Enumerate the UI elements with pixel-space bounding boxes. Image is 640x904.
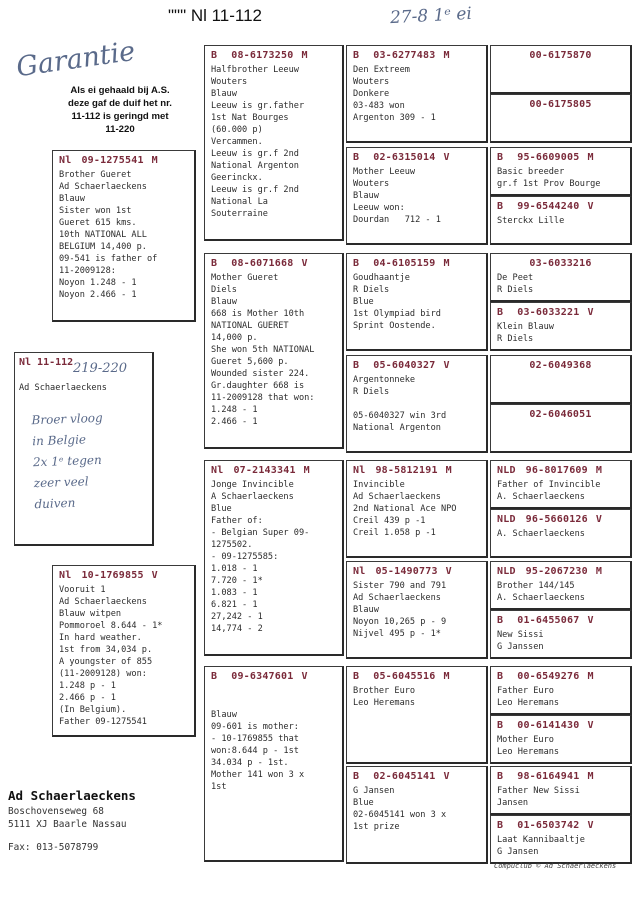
pedigree-box-ggg14 [490, 715, 632, 764]
info-line: Blauw [211, 297, 237, 307]
info-line: 2nd National Ace NPO [353, 504, 457, 514]
info-line: R Diels [497, 334, 534, 344]
info-line: 1st [211, 782, 227, 792]
ring-sex: V [587, 820, 594, 831]
ring-header [497, 671, 594, 682]
ring-number: 05-6045516 [373, 671, 436, 682]
ring-sex: M [301, 50, 308, 61]
ring-sex: V [595, 514, 603, 525]
ring-number: 02-6049368 [529, 360, 592, 371]
pedigree-box-ggg7 [490, 355, 632, 404]
ring-number: 03-6033221 [517, 307, 580, 318]
info-line: 1.248 - 1 [211, 405, 258, 415]
info-line: Blauw [353, 605, 379, 615]
ring-number: 10-1769855 [81, 570, 144, 581]
info-line: Invincible [353, 480, 405, 490]
ring-sex: V [443, 152, 450, 163]
ring-header [353, 465, 452, 476]
pedigree-box-ggg2 [490, 94, 632, 143]
info-line: Mother 141 won 3 x [211, 770, 305, 780]
info-line: Mother Gueret [211, 273, 279, 283]
ring-sex: M [303, 465, 310, 476]
ring-header [491, 409, 630, 420]
info-line: 02-6045141 won 3 x [353, 810, 447, 820]
egg-notice [52, 84, 188, 136]
info-line: Father Euro [497, 686, 554, 696]
ring-number: 08-6173250 [231, 50, 294, 61]
info-line: Basic breeder [497, 167, 565, 177]
ring-sex: M [595, 566, 603, 577]
info-line: Den Extreem [353, 65, 410, 75]
info-line: Leeuw is gr.f 2nd [211, 149, 299, 159]
pedigree-box-ggg16 [490, 815, 632, 864]
info-line: Donkere [353, 89, 390, 99]
info-line: Halfbrother Leeuw [211, 65, 299, 75]
ring-header [353, 258, 450, 269]
info-line: - Belgian Super 09- [211, 528, 310, 538]
info-line: Argenton 309 - 1 [353, 113, 436, 123]
ring-number: 01-6455067 [517, 615, 580, 626]
hand-note-line: zeer veel [33, 474, 89, 491]
pedigree-box-ggg15 [490, 766, 632, 815]
pedigree-box-g2 [204, 253, 344, 449]
info-line: 11-2009128 that won: [211, 393, 315, 403]
info-line: 1275502. [211, 540, 253, 550]
info-line: Father of: [211, 516, 263, 526]
info-line: 14,774 - 2 [211, 624, 263, 634]
notice-line: deze gaf de duif het nr. [68, 98, 172, 109]
info-line: Brother 144/145 [497, 581, 575, 591]
info-line: Blue [211, 504, 232, 514]
info-line: Ad Schaerlaeckens [353, 492, 441, 502]
info-line: Blauw [211, 710, 237, 720]
info-line: BELGIUM 14,400 p. [59, 242, 147, 252]
info-line: Ad Schaerlaeckens [353, 593, 441, 603]
ring-country: B [497, 671, 504, 682]
ring-header [353, 152, 450, 163]
pedigree-box-ggg11 [490, 561, 632, 610]
ring-sex: M [151, 155, 158, 166]
ring-country: Nl [353, 465, 366, 476]
pedigree-box-ggg12 [490, 610, 632, 659]
subject-ring: Nl 11-112 [19, 357, 74, 368]
pedigree-box-gg4 [346, 355, 488, 453]
info-line: Jonge Invincible [211, 480, 294, 490]
footer-name: Ad Schaerlaeckens [8, 788, 136, 803]
pedigree-box-ggg1 [490, 45, 632, 94]
ring-country: B [211, 258, 218, 269]
ring-header [497, 465, 602, 476]
info-line: National La [211, 197, 268, 207]
ring-number: 00-6175870 [529, 50, 592, 61]
footer-fax: Fax: 013-5078799 [8, 842, 99, 853]
info-line: R Diels [497, 285, 534, 295]
ring-country: B [497, 307, 504, 318]
ring-header [211, 671, 308, 682]
pedigree-box-gg3 [346, 253, 488, 351]
ring-header [497, 152, 594, 163]
info-line: Noyon 10,265 p - 9 [353, 617, 447, 627]
ring-sex: V [587, 201, 594, 212]
info-line: Father New Sissi [497, 786, 580, 796]
info-line: Leeuw won: [353, 203, 405, 213]
info-line: Father of Invincible [497, 480, 601, 490]
info-line: Wouters [211, 77, 248, 87]
info-line: - 10-1769855 that [211, 734, 299, 744]
info-line: NATIONAL GUERET [211, 321, 289, 331]
ring-country: NLD [497, 465, 516, 476]
ring-header [211, 258, 308, 269]
ring-sex: M [587, 671, 594, 682]
ring-country: Nl [353, 566, 366, 577]
ring-sex: V [151, 570, 158, 581]
ring-country: Nl [59, 155, 72, 166]
ring-header [353, 50, 450, 61]
ring-sex: M [595, 465, 603, 476]
ring-number: 07-2143341 [233, 465, 296, 476]
ring-header [497, 514, 602, 525]
info-line: Ad Schaerlaeckens [59, 597, 147, 607]
info-line: G Janssen [497, 642, 544, 652]
ring-header [497, 615, 594, 626]
info-line: Father 09-1275541 [59, 717, 147, 727]
ring-number: 96-8017609 [525, 465, 588, 476]
ring-number: 02-6315014 [373, 152, 436, 163]
ring-number: 03-6277483 [373, 50, 436, 61]
pedigree-box-gg8 [346, 766, 488, 864]
info-line: Blue [353, 297, 374, 307]
info-line: Laat Kannibaaltje [497, 835, 585, 845]
info-line: Nijvel 495 p - 1* [353, 629, 441, 639]
info-line: 1.018 - 1 [211, 564, 258, 574]
ring-number: 03-6033216 [529, 258, 592, 269]
ring-number: 00-6175805 [529, 99, 592, 110]
info-line: Dourdan 712 - 1 [353, 215, 441, 225]
hand-note-line: 2x 1ᵉ tegen [32, 452, 102, 470]
notice-line: 11-220 [105, 124, 135, 135]
pedigree-box-ggg13 [490, 666, 632, 715]
ring-number: 95-2067230 [525, 566, 588, 577]
ring-header [353, 566, 452, 577]
ring-country: B [497, 152, 504, 163]
ring-number: 05-6040327 [373, 360, 436, 371]
ring-number: 09-1275541 [81, 155, 144, 166]
info-line: In hard weather. [59, 633, 142, 643]
pedigree-box-gg5 [346, 460, 488, 558]
info-line: Blauw witpen [59, 609, 122, 619]
ring-country: B [497, 771, 504, 782]
ring-country: NLD [497, 514, 516, 525]
footer-address-city: 5111 XJ Baarle Nassau [8, 819, 127, 830]
info-line: Argentonneke [353, 375, 416, 385]
ring-country: B [211, 671, 218, 682]
pedigree-box-gg1 [346, 45, 488, 143]
ring-sex: M [443, 671, 450, 682]
ring-header [353, 771, 450, 782]
info-line: Brother Gueret [59, 170, 132, 180]
pedigree-box-g1 [204, 45, 344, 241]
info-line: Mother Leeuw [353, 167, 416, 177]
subject-box [14, 352, 154, 546]
info-line: She won 5th NATIONAL [211, 345, 315, 355]
info-line: Sterckx Lille [497, 216, 565, 226]
info-line: 1.083 - 1 [211, 588, 258, 598]
ring-sex: V [587, 720, 594, 731]
info-line: 05-6040327 win 3rd [353, 411, 447, 421]
ring-country: B [211, 50, 218, 61]
info-line: 09-541 is father of [59, 254, 158, 264]
info-line: New Sissi [497, 630, 544, 640]
pedigree-box-g4 [204, 666, 344, 862]
info-line: 11-2009128: [59, 266, 116, 276]
ring-number: 00-6141430 [517, 720, 580, 731]
ring-number: 02-6046051 [529, 409, 592, 420]
pedigree-box-p2 [52, 565, 196, 737]
info-line: (In Belgium). [59, 705, 127, 715]
ring-number: 09-6347601 [231, 671, 294, 682]
ring-number: 08-6071668 [231, 258, 294, 269]
info-line: Ad Schaerlaeckens [59, 182, 147, 192]
ring-number: 05-1490773 [375, 566, 438, 577]
info-line: 34.034 p - 1st. [211, 758, 289, 768]
ring-sex: M [443, 50, 450, 61]
pedigree-box-ggg8 [490, 404, 632, 453]
info-line: Creil 1.058 p -1 [353, 528, 436, 538]
ring-sex: V [301, 258, 308, 269]
info-line: A Schaerlaeckens [211, 492, 294, 502]
info-line: 1st Olympiad bird [353, 309, 441, 319]
info-line: National Argenton [353, 423, 441, 433]
info-line: Jansen [497, 798, 529, 808]
hand-note-line: duiven [34, 495, 76, 512]
info-line: 7.720 - 1* [211, 576, 263, 586]
ring-number: 96-5660126 [525, 514, 588, 525]
ring-header [59, 570, 158, 581]
info-line: gr.f 1st Prov Bourge [497, 179, 601, 189]
ring-number: 00-6549276 [517, 671, 580, 682]
ring-sex: V [587, 307, 594, 318]
ring-header [497, 307, 594, 318]
pedigree-box-gg2 [346, 147, 488, 245]
info-line: 1st from 34,034 p. [59, 645, 153, 655]
info-line: Blauw [353, 191, 379, 201]
info-line: Gueret 5,600 p. [211, 357, 289, 367]
info-line: Diels [211, 285, 237, 295]
ring-country: B [497, 201, 504, 212]
pedigree-box-g3 [204, 460, 344, 656]
ring-sex: V [587, 615, 594, 626]
ring-header [353, 360, 450, 371]
info-line: Noyon 1.248 - 1 [59, 278, 137, 288]
footer-credit: Compuclub © Ad Schaerlaeckens [494, 862, 617, 870]
info-line: 03-483 won [353, 101, 405, 111]
notice-line: 11-112 is geringd met [71, 111, 169, 122]
info-line: Blauw [211, 89, 237, 99]
info-line: (60.000 p) [211, 125, 263, 135]
ring-sex: M [587, 152, 594, 163]
info-line: 09-601 is mother: [211, 722, 299, 732]
info-line: G Jansen [497, 847, 539, 857]
info-line: Goudhaantje [353, 273, 410, 283]
info-line: Wouters [353, 179, 390, 189]
info-line: Sister won 1st [59, 206, 132, 216]
info-line: A. Schaerlaeckens [497, 593, 585, 603]
info-line: won:8.644 p - 1st [211, 746, 299, 756]
pedigree-box-gg7 [346, 666, 488, 764]
pedigree-box-ggg3 [490, 147, 632, 196]
info-line: 2.466 p - 1 [59, 693, 116, 703]
hand-note-line: Broer vloog [31, 410, 103, 428]
ring-header [497, 720, 594, 731]
ring-country: B [353, 671, 360, 682]
ring-header [491, 99, 630, 110]
ring-header [59, 155, 158, 166]
info-line: 27,242 - 1 [211, 612, 263, 622]
info-line: Creil 439 p -1 [353, 516, 426, 526]
info-line: Mother Euro [497, 735, 554, 745]
ring-country: B [497, 720, 504, 731]
pedigree-box-p1 [52, 150, 196, 322]
info-line: 10th NATIONAL ALL [59, 230, 147, 240]
guarantee-scribble: Garantie [14, 35, 138, 84]
pedigree-box-ggg4 [490, 196, 632, 245]
ring-header [497, 771, 594, 782]
info-line: Gr.daughter 668 is [211, 381, 305, 391]
ring-header [491, 360, 630, 371]
ring-country: B [497, 615, 504, 626]
pedigree-box-ggg9 [490, 460, 632, 509]
ring-country: B [353, 360, 360, 371]
info-line: Blue [353, 798, 374, 808]
page-title: """ Nl 11-112 [168, 6, 263, 25]
ring-country: B [353, 50, 360, 61]
info-line: Sister 790 and 791 [353, 581, 447, 591]
ring-country: B [497, 820, 504, 831]
ring-number: 04-6105159 [373, 258, 436, 269]
ring-country: NLD [497, 566, 516, 577]
subject-hand-note [31, 408, 106, 515]
ring-number: 02-6045141 [373, 771, 436, 782]
info-line: (11-2009128) won: [59, 669, 147, 679]
info-line: Wouters [353, 77, 390, 87]
info-line: 1st prize [353, 822, 400, 832]
date-scribble: 27-8 1ᵉ ei [389, 3, 473, 29]
ring-header [497, 820, 594, 831]
info-line: De Peet [497, 273, 534, 283]
info-line: Leo Heremans [353, 698, 416, 708]
ring-country: B [353, 152, 360, 163]
ring-number: 98-5812191 [375, 465, 438, 476]
ring-header [491, 258, 630, 269]
info-line: 2.466 - 1 [211, 417, 258, 427]
pedigree-box-gg6 [346, 561, 488, 659]
ring-country: B [353, 771, 360, 782]
ring-header [211, 50, 308, 61]
info-line: Brother Euro [353, 686, 416, 696]
info-line: 1st Nat Bourges [211, 113, 289, 123]
info-line: National Argenton [211, 161, 299, 171]
pedigree-box-ggg5 [490, 253, 632, 302]
info-line: Leo Heremans [497, 747, 560, 757]
subject-owner: Ad Schaerlaeckens [19, 383, 107, 393]
info-line: Sprint Oostende. [353, 321, 436, 331]
ring-sex: V [443, 771, 450, 782]
info-line: A. Schaerlaeckens [497, 492, 585, 502]
info-line: R Diels [353, 387, 390, 397]
ring-country: Nl [211, 465, 224, 476]
ring-sex: M [587, 771, 594, 782]
info-line: Souterraine [211, 209, 268, 219]
ring-header [211, 465, 310, 476]
ring-number: 99-6544240 [517, 201, 580, 212]
info-line: Gueret 615 kms. [59, 218, 137, 228]
info-line: Noyon 2.466 - 1 [59, 290, 137, 300]
info-line: Vercammen. [211, 137, 263, 147]
ring-country: B [353, 258, 360, 269]
hand-note-line: in Belgie [32, 432, 87, 449]
info-line: Leo Heremans [497, 698, 560, 708]
info-line: Blauw [59, 194, 85, 204]
pedigree-box-ggg10 [490, 509, 632, 558]
ring-sex: M [443, 258, 450, 269]
info-line: Klein Blauw [497, 322, 554, 332]
footer-address-street: Boschovenseweg 68 [8, 806, 104, 817]
ring-header [497, 201, 594, 212]
info-line: A. Schaerlaeckens [497, 529, 585, 539]
notice-line: Als ei gehaald bij A.S. [70, 85, 170, 96]
info-line: 6.821 - 1 [211, 600, 258, 610]
ring-sex: V [443, 360, 450, 371]
info-line: - 09-1275585: [211, 552, 279, 562]
info-line: Pommoroel 8.644 - 1* [59, 621, 163, 631]
info-line: 1.248 p - 1 [59, 681, 116, 691]
info-line: 14,000 p. [211, 333, 258, 343]
ring-header [491, 50, 630, 61]
info-line: Geerinckx. [211, 173, 263, 183]
ring-number: 98-6164941 [517, 771, 580, 782]
ring-sex: M [445, 465, 452, 476]
pedigree-box-ggg6 [490, 302, 632, 351]
ring-sex: V [301, 671, 308, 682]
info-line: G Jansen [353, 786, 395, 796]
info-line: Vooruit 1 [59, 585, 106, 595]
ring-number: 95-6609005 [517, 152, 580, 163]
ring-header [353, 671, 450, 682]
info-line: Leeuw is gr.father [211, 101, 305, 111]
info-line: Leeuw is gr.f 2nd [211, 185, 299, 195]
info-line: A youngster of 855 [59, 657, 153, 667]
info-line: 668 is Mother 10th [211, 309, 305, 319]
info-line: R Diels [353, 285, 390, 295]
ring-number: 01-6503742 [517, 820, 580, 831]
info-line: Wounded sister 224. [211, 369, 310, 379]
ring-header [497, 566, 602, 577]
ring-country: Nl [59, 570, 72, 581]
ring-sex: V [445, 566, 452, 577]
subject-hand-ring: 219-220 [73, 361, 128, 376]
